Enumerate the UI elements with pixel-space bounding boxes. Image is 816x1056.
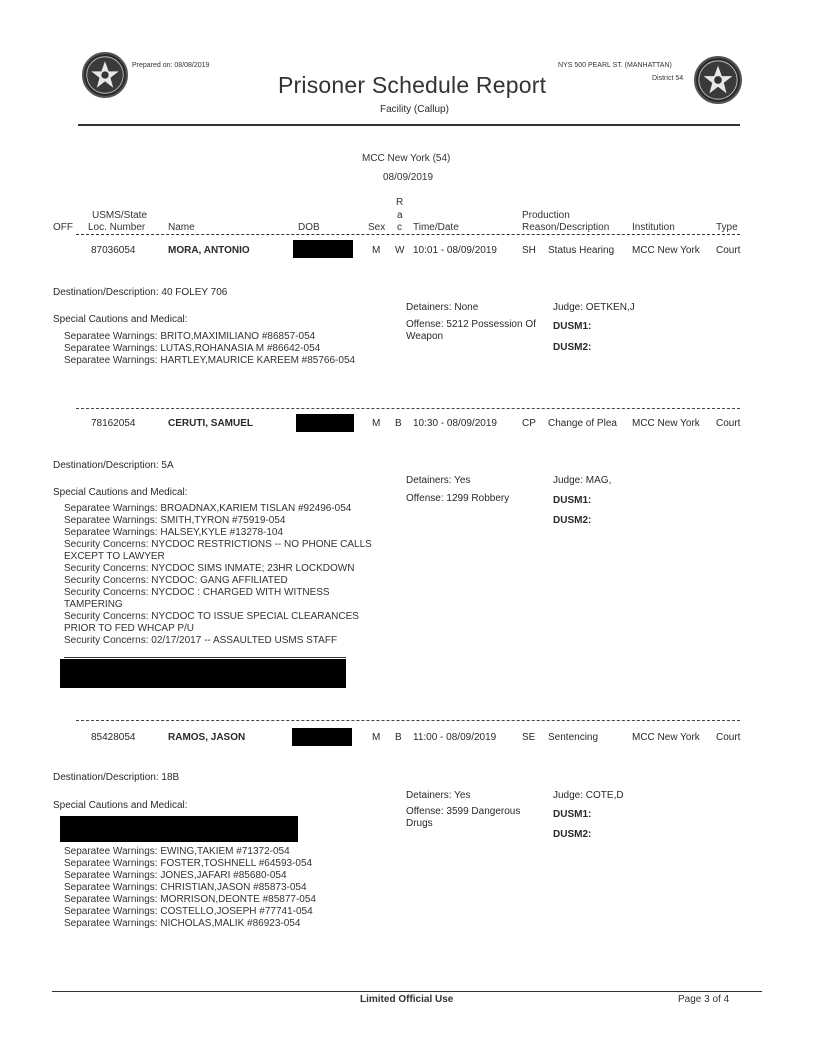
caution-line: Separatee Warnings: BROADNAX,KARIEM TISLAN #92496-054 [64, 503, 352, 514]
caution-line: Separatee Warnings: HALSEY,KYLE #13278-104 [64, 527, 284, 538]
destination-line [53, 460, 174, 471]
header-rule [78, 124, 740, 126]
record-institution: MCC New York [632, 732, 700, 743]
destination-value: 5A [161, 460, 174, 471]
caution-line: PRIOR TO FED WHCAP P/U [64, 623, 195, 634]
col-institution: Institution [632, 222, 675, 233]
caution-line: Security Concerns: NYCDOC SIMS INMATE; 23HR LOCKDOWN [64, 563, 355, 574]
cautions-list [64, 331, 355, 367]
redacted-dob [292, 728, 352, 746]
col-dob: DOB [298, 222, 320, 233]
offense-line-1: Offense: 5212 Possession Of [406, 319, 536, 330]
caution-line: Security Concerns: NYCDOC: GANG AFFILIATED [64, 575, 288, 586]
offense-line-1: Offense: 1299 Robbery [406, 493, 510, 504]
record-institution: MCC New York [632, 245, 700, 256]
caution-line: Separatee Warnings: FOSTER,TOSHNELL #64593-054 [64, 858, 313, 869]
record-time-date: 10:30 - 08/09/2019 [413, 418, 497, 429]
record-number: 87036054 [91, 245, 136, 256]
offense-line-2: Weapon [406, 331, 444, 342]
destination-value: 18B [161, 772, 180, 783]
detainers: Detainers: None [406, 302, 479, 313]
caution-line: Security Concerns: NYCDOC : CHARGED WITH WITNESS [64, 587, 330, 598]
destination-label: Destination/Description: [53, 460, 159, 471]
record-type: Court [716, 732, 741, 743]
record-race: B [395, 418, 402, 429]
record-time-date: 11:00 - 08/09/2019 [413, 732, 497, 743]
redacted-dob [296, 414, 354, 432]
facility-date: 08/09/2019 [383, 172, 434, 183]
dusm1-label: DUSM1: [553, 809, 592, 820]
destination-label: Destination/Description: [53, 772, 159, 783]
caution-line: Separatee Warnings: EWING,TAKIEM #71372-054 [64, 846, 290, 857]
destination-line [53, 772, 179, 783]
prepared-on: Prepared on: 08/08/2019 [132, 62, 210, 69]
caution-line: TAMPERING [64, 599, 123, 610]
page-number: Page 3 of 4 [678, 994, 730, 1005]
caution-line: Security Concerns: NYCDOC TO ISSUE SPECIAL CLEARANCES [64, 611, 359, 622]
record-type: Court [716, 418, 741, 429]
col-usms-1: USMS/State [92, 210, 148, 221]
page-title: Prisoner Schedule Report [278, 72, 547, 98]
page-subtitle: Facility (Callup) [380, 104, 449, 115]
record-name: RAMOS, JASON [168, 732, 246, 743]
col-production-2: Reason/Description [522, 222, 610, 233]
col-race-r: R [396, 197, 404, 208]
record-reason-code: SE [522, 732, 536, 743]
caution-line: Separatee Warnings: JONES,JAFARI #85680-054 [64, 870, 287, 881]
col-sex: Sex [368, 222, 386, 233]
office-address: NYS 500 PEARL ST. (MANHATTAN) [558, 62, 672, 69]
special-cautions-label: Special Cautions and Medical: [53, 800, 188, 811]
record-sex: M [372, 732, 381, 743]
record-reason-code: CP [522, 418, 536, 429]
caution-line: Separatee Warnings: MORRISON,DEONTE #85877-054 [64, 894, 316, 905]
cautions-list [64, 846, 316, 930]
record-reason: Change of Plea [548, 418, 617, 429]
col-type: Type [716, 222, 738, 233]
record-institution: MCC New York [632, 418, 700, 429]
dusm1-label: DUSM1: [553, 321, 592, 332]
cautions-list [64, 503, 372, 647]
facility-name: MCC New York (54) [362, 153, 451, 164]
redacted-block [60, 659, 346, 688]
record-reason-code: SH [522, 245, 536, 256]
dusm2-label: DUSM2: [553, 515, 592, 526]
caution-line: EXCEPT TO LAWYER [64, 551, 165, 562]
caution-line: Separatee Warnings: NICHOLAS,MALIK #86923-054 [64, 918, 301, 929]
caution-line: Separatee Warnings: LUTAS,ROHANASIA M #86642-054 [64, 343, 321, 354]
detainers: Detainers: Yes [406, 475, 471, 486]
caution-line: Separatee Warnings: CHRISTIAN,JASON #85873-054 [64, 882, 307, 893]
dusm2-label: DUSM2: [553, 829, 592, 840]
record-reason: Sentencing [548, 732, 599, 743]
caution-line: Security Concerns: NYCDOC RESTRICTIONS -- NO PHONE CALLS [64, 539, 372, 550]
col-usms-2: Loc. Number [88, 222, 146, 233]
record-race: B [395, 732, 402, 743]
detainers: Detainers: Yes [406, 790, 471, 801]
caution-line: Separatee Warnings: BRITO,MAXIMILIANO #86857-054 [64, 331, 316, 342]
record-sex: M [372, 245, 381, 256]
redacted-dob [293, 240, 353, 258]
redacted-block [60, 816, 298, 842]
underline-rule [64, 657, 346, 658]
marshals-seal-left-icon [82, 52, 128, 98]
caution-line: Separatee Warnings: HARTLEY,MAURICE KAREEM #85766-054 [64, 355, 356, 366]
destination-label: Destination/Description: [53, 287, 159, 298]
record-name: MORA, ANTONIO [168, 245, 250, 256]
col-time-date: Time/Date [413, 222, 459, 233]
judge: Judge: OETKEN,J [553, 302, 635, 313]
offense-line-1: Offense: 3599 Dangerous [406, 806, 521, 817]
destination-line [53, 287, 227, 298]
district-label: District 54 [652, 75, 684, 82]
col-race-c: c [397, 222, 402, 233]
caution-line: Separatee Warnings: SMITH,TYRON #75919-054 [64, 515, 286, 526]
record-name: CERUTI, SAMUEL [168, 418, 253, 429]
offense-line-2: Drugs [406, 818, 433, 829]
dusm2-label: DUSM2: [553, 342, 592, 353]
col-off: OFF [53, 222, 73, 233]
destination-value: 40 FOLEY 706 [161, 287, 228, 298]
footer-classification: Limited Official Use [360, 994, 454, 1005]
dusm1-label: DUSM1: [553, 495, 592, 506]
judge: Judge: COTE,D [553, 790, 624, 801]
marshals-seal-right-icon [694, 56, 742, 104]
record-sex: M [372, 418, 381, 429]
record-number: 85428054 [91, 732, 136, 743]
special-cautions-label: Special Cautions and Medical: [53, 314, 188, 325]
record-separator [76, 720, 740, 721]
col-race-a: a [397, 210, 403, 221]
footer-rule [52, 991, 762, 992]
col-name: Name [168, 222, 195, 233]
record-time-date: 10:01 - 08/09/2019 [413, 245, 497, 256]
record-race: W [395, 245, 405, 256]
caution-line: Separatee Warnings: COSTELLO,JOSEPH #77741-054 [64, 906, 313, 917]
col-production-1: Production [522, 210, 570, 221]
record-number: 78162054 [91, 418, 136, 429]
special-cautions-label: Special Cautions and Medical: [53, 487, 188, 498]
record-reason: Status Hearing [548, 245, 615, 256]
caution-line: Security Concerns: 02/17/2017 -- ASSAULTED USMS STAFF [64, 635, 338, 646]
judge: Judge: MAG, [553, 475, 612, 486]
header-dash-rule [76, 234, 740, 235]
record-separator [76, 408, 740, 409]
record-type: Court [716, 245, 741, 256]
